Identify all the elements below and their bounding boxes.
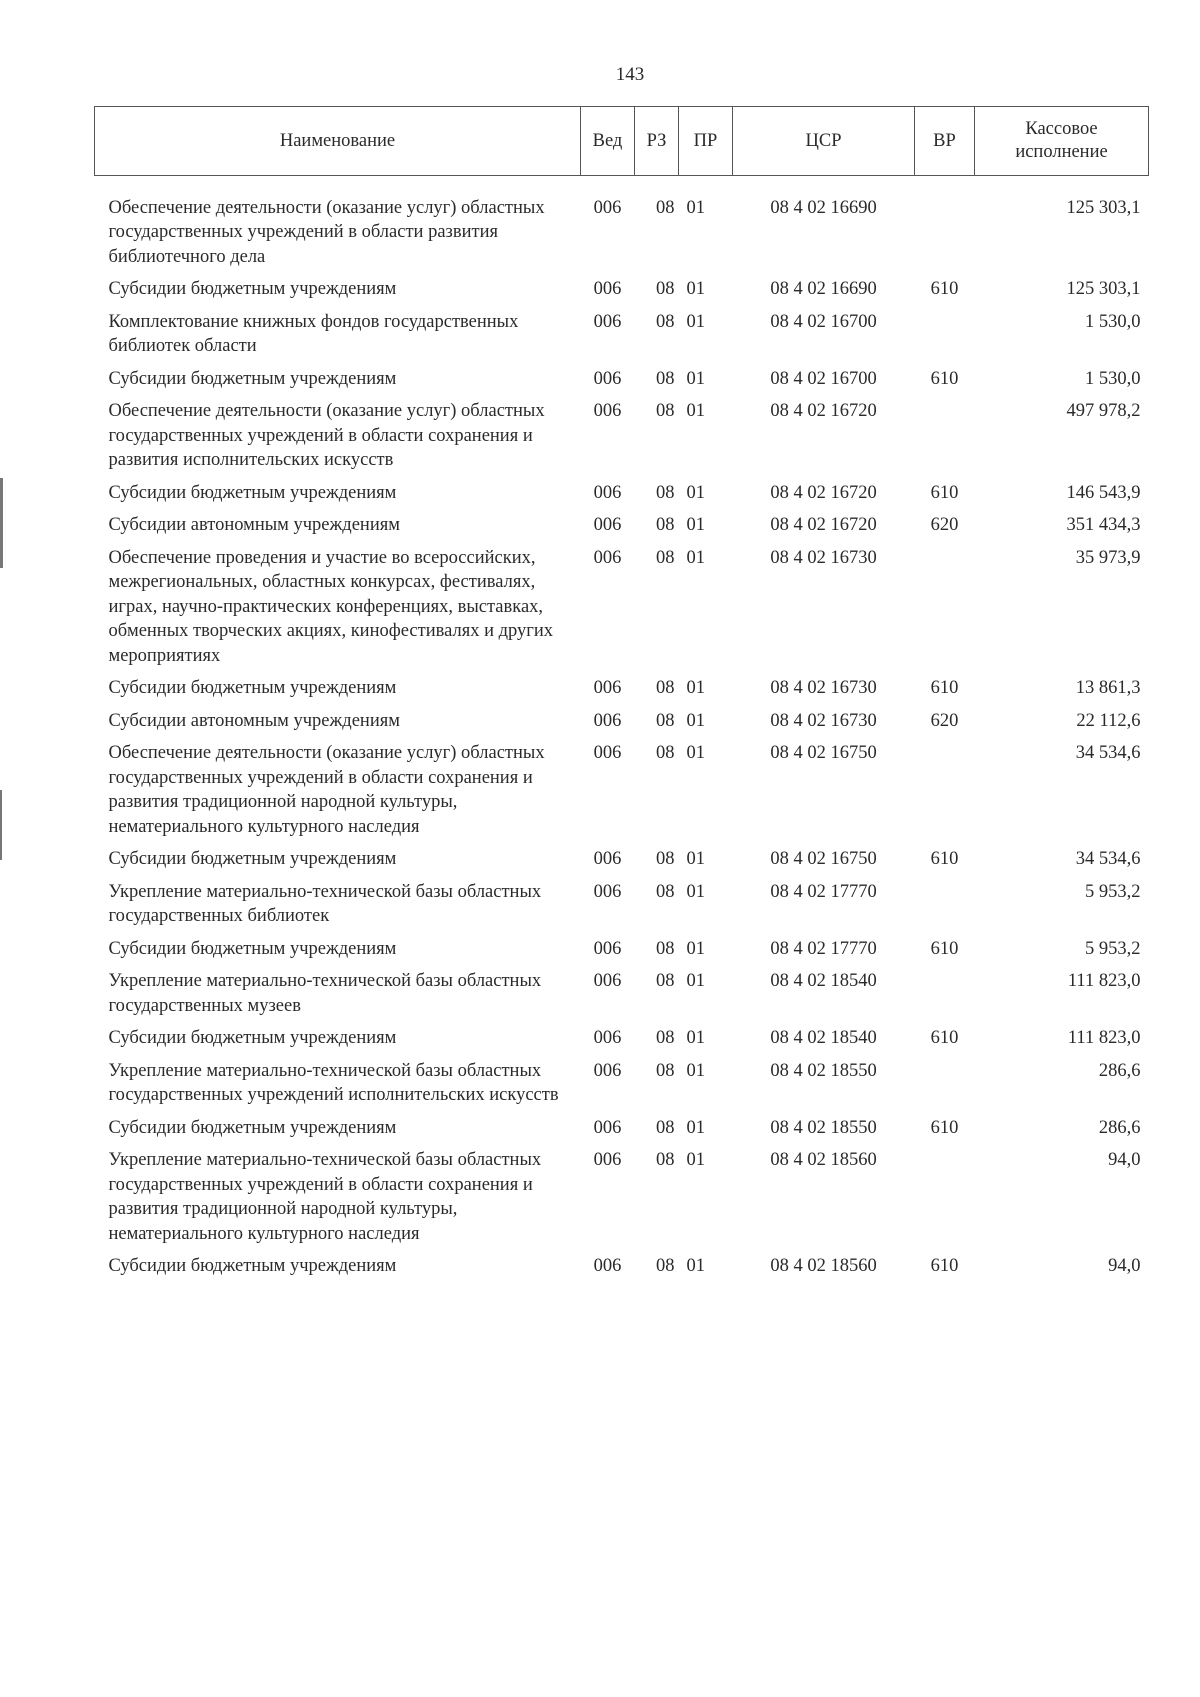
row-cash-execution: 286,6 [1098,1117,1141,1138]
row-csr: 08 4 02 17770 [770,938,877,959]
row-csr: 08 4 02 16750 [770,743,877,763]
table-row [95,1254,1149,1287]
row-vr: 610 [930,1028,959,1048]
row-rz: 08 [656,1117,675,1138]
row-ved: 006 [593,881,622,902]
table-body [95,176,1149,1287]
row-vr [915,196,975,278]
row-csr: 08 4 02 16700 [770,368,877,389]
row-ved: 006 [593,368,622,389]
row-csr: 08 4 02 16750 [770,849,877,869]
table-row [95,196,1149,278]
row-cash-execution: 94,0 [1108,1150,1141,1170]
row-pr: 01 [686,938,705,959]
row-ved: 006 [593,971,622,991]
row-cash-execution: 146 543,9 [1066,482,1141,503]
row-cash-execution: 35 973,9 [1075,547,1141,568]
row-csr: 08 4 02 16690 [770,197,877,218]
row-vr: 610 [930,938,959,959]
table-row [95,741,1149,847]
row-pr: 01 [686,547,705,568]
row-pr: 01 [686,1150,705,1170]
row-name: Субсидии бюджетным учреждениям [108,1117,397,1138]
row-vr [915,741,975,847]
column-header-ved: Вед [581,107,635,176]
row-rz: 08 [656,1256,675,1276]
table-row [95,1116,1149,1149]
row-pr: 01 [686,401,705,421]
row-rz: 08 [656,547,675,568]
row-rz: 08 [656,1060,675,1081]
row-cash-execution: 1 530,0 [1085,311,1141,332]
row-rz: 08 [656,710,675,731]
row-cash-execution: 34 534,6 [1075,849,1141,869]
row-pr: 01 [686,849,705,869]
row-csr: 08 4 02 18550 [770,1117,877,1138]
row-cash-execution: 125 303,1 [1066,197,1141,218]
row-csr: 08 4 02 17770 [770,881,877,902]
table-row [95,546,1149,677]
row-ved: 006 [593,197,622,218]
row-vr: 610 [930,482,959,503]
row-pr: 01 [686,881,705,902]
row-csr: 08 4 02 16720 [770,515,877,535]
row-pr: 01 [686,311,705,332]
row-rz: 08 [656,1150,675,1170]
row-vr [915,399,975,481]
row-rz: 08 [656,401,675,421]
column-header-csr: ЦСР [733,107,915,176]
row-name: Субсидии бюджетным учреждениям [108,482,397,503]
row-cash-execution: 22 112,6 [1076,710,1141,731]
row-ved: 006 [593,1117,622,1138]
column-header-rz: РЗ [635,107,679,176]
row-ved: 006 [593,547,622,568]
row-vr [915,310,975,367]
row-pr: 01 [686,1256,705,1276]
row-vr [915,546,975,677]
table-row [95,310,1149,367]
row-name: Обеспечение деятельности (оказание услуг) областных государственных учреждений в области сохранения и развития традиционной народной культуры, нематериального культурного наследия [108,743,545,837]
row-ved: 006 [593,710,622,731]
scan-edge-mark [0,478,3,568]
row-csr: 08 4 02 18550 [770,1060,877,1081]
row-rz: 08 [656,971,675,991]
row-cash-execution: 111 823,0 [1067,1028,1141,1048]
row-pr: 01 [686,971,705,991]
row-csr: 08 4 02 16720 [770,401,877,421]
table-row [95,481,1149,514]
row-cash-execution: 34 534,6 [1075,743,1141,763]
row-ved: 006 [593,1256,622,1276]
row-name: Обеспечение деятельности (оказание услуг) областных государственных учреждений в области развития библиотечного дела [108,197,545,267]
table-header [95,107,1149,176]
row-name: Субсидии автономным учреждениям [108,515,400,535]
row-pr: 01 [686,710,705,731]
table-row [95,277,1149,310]
row-vr: 620 [930,710,959,731]
row-rz: 08 [656,197,675,218]
row-pr: 01 [686,743,705,763]
row-name: Субсидии бюджетным учреждениям [108,368,397,389]
table-row [95,969,1149,1026]
table-row [95,1026,1149,1059]
row-cash-execution: 94,0 [1108,1256,1141,1276]
row-vr: 610 [930,849,959,869]
row-csr: 08 4 02 18540 [770,971,877,991]
row-pr: 01 [686,1117,705,1138]
row-rz: 08 [656,311,675,332]
row-rz: 08 [656,368,675,389]
row-name: Субсидии бюджетным учреждениям [108,279,397,299]
row-cash-execution: 5 953,2 [1085,938,1141,959]
row-vr: 610 [930,678,959,698]
column-header-pr: ПР [679,107,733,176]
table-row [95,709,1149,742]
table-row [95,847,1149,880]
column-header-cash-execution: Кассовое исполнение [975,107,1149,176]
row-pr: 01 [686,197,705,218]
table-row [95,399,1149,481]
row-rz: 08 [656,849,675,869]
row-name: Обеспечение деятельности (оказание услуг) областных государственных учреждений в области сохранения и развития исполнительских искусств [108,401,545,470]
row-name: Обеспечение проведения и участие во всероссийских, межрегиональных, областных конкурсах, фестивалях, играх, научно-практических конференциях, выставках, обменных творческих акциях, кинофестивалях и других мероприятиях [108,547,554,666]
row-rz: 08 [656,743,675,763]
row-name: Укрепление материально-технической базы областных государственных музеев [108,971,542,1016]
row-name: Комплектование книжных фондов государственных библиотек области [108,311,519,356]
row-rz: 08 [656,881,675,902]
row-cash-execution: 111 823,0 [1067,971,1141,991]
row-ved: 006 [593,401,622,421]
table-row [95,367,1149,400]
table-row [95,1059,1149,1116]
row-cash-execution: 1 530,0 [1085,368,1141,389]
table-row [95,937,1149,970]
row-name: Субсидии бюджетным учреждениям [108,1256,397,1276]
column-header-vr: ВР [915,107,975,176]
row-ved: 006 [593,279,622,299]
row-name: Субсидии бюджетным учреждениям [108,849,397,869]
row-csr: 08 4 02 18560 [770,1256,877,1276]
row-name: Укрепление материально-технической базы областных государственных библиотек [108,881,542,926]
row-ved: 006 [593,938,622,959]
row-cash-execution: 497 978,2 [1066,401,1141,421]
row-vr: 610 [930,368,959,389]
row-vr: 610 [930,1256,959,1276]
row-vr [915,880,975,937]
row-rz: 08 [656,515,675,535]
row-vr: 610 [930,279,959,299]
table-row [95,676,1149,709]
row-pr: 01 [686,1028,705,1048]
row-vr [915,969,975,1026]
row-rz: 08 [656,678,675,698]
budget-execution-table [94,106,1149,1287]
row-ved: 006 [593,1028,622,1048]
row-cash-execution: 286,6 [1098,1060,1141,1081]
row-csr: 08 4 02 18560 [770,1150,877,1170]
row-cash-execution: 13 861,3 [1075,678,1141,698]
row-cash-execution: 351 434,3 [1066,515,1141,535]
row-name: Укрепление материально-технической базы областных государственных учреждений в области сохранения и развития традиционной народной культуры, нематериального культурного наследия [108,1150,542,1244]
row-pr: 01 [686,1060,705,1081]
scan-edge-mark [0,790,2,860]
row-rz: 08 [656,938,675,959]
row-cash-execution: 125 303,1 [1066,279,1141,299]
row-name: Субсидии автономным учреждениям [108,710,400,731]
row-csr: 08 4 02 16720 [770,482,877,503]
row-vr: 620 [930,515,959,535]
row-vr [915,1059,975,1116]
row-csr: 08 4 02 16730 [770,678,877,698]
row-ved: 006 [593,482,622,503]
row-ved: 006 [593,849,622,869]
row-vr: 610 [930,1117,959,1138]
row-pr: 01 [686,515,705,535]
row-name: Субсидии бюджетным учреждениям [108,678,397,698]
table-row [95,880,1149,937]
row-csr: 08 4 02 16700 [770,311,877,332]
table-row [95,513,1149,546]
row-ved: 006 [593,515,622,535]
row-pr: 01 [686,368,705,389]
row-pr: 01 [686,279,705,299]
row-vr [915,1148,975,1254]
row-name: Субсидии бюджетным учреждениям [108,1028,397,1048]
table-row [95,1148,1149,1254]
row-csr: 08 4 02 18540 [770,1028,877,1048]
row-csr: 08 4 02 16730 [770,710,877,731]
row-pr: 01 [686,482,705,503]
row-ved: 006 [593,678,622,698]
row-rz: 08 [656,279,675,299]
row-name: Укрепление материально-технической базы областных государственных учреждений исполнительских искусств [108,1060,559,1105]
column-header-name: Наименование [95,107,581,176]
row-name: Субсидии бюджетным учреждениям [108,938,397,959]
row-ved: 006 [593,1150,622,1170]
row-csr: 08 4 02 16730 [770,547,877,568]
row-ved: 006 [593,311,622,332]
row-rz: 08 [656,482,675,503]
row-ved: 006 [593,1060,622,1081]
row-pr: 01 [686,678,705,698]
row-csr: 08 4 02 16690 [770,279,877,299]
row-cash-execution: 5 953,2 [1085,881,1141,902]
row-rz: 08 [656,1028,675,1048]
page-number: 143 [615,64,645,85]
row-ved: 006 [593,743,622,763]
